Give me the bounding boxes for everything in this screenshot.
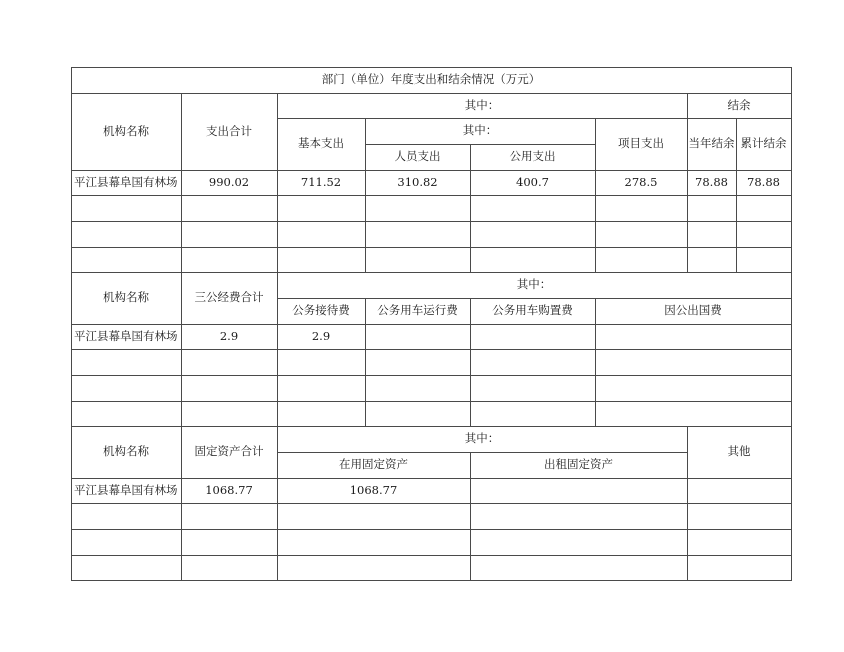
grid-line <box>71 555 792 556</box>
header-of-which: 其中： <box>464 97 500 112</box>
header-public: 公用支出 <box>509 149 556 164</box>
cell-org-name: 平江县幕阜国有林场 <box>74 174 178 189</box>
header-three-public-total: 三公经费合计 <box>194 290 264 305</box>
header-leased: 出租固定资产 <box>544 457 613 472</box>
header-vehicle-operation: 公务用车运行费 <box>377 303 458 318</box>
cell-personnel: 310.82 <box>397 174 438 189</box>
cell-basic: 711.52 <box>300 174 342 189</box>
grid-line <box>71 529 792 530</box>
cell-cumulative-balance: 78.88 <box>747 174 780 189</box>
header-of-which: 其中： <box>464 431 500 446</box>
grid-line <box>71 195 792 196</box>
cell-current-balance: 78.88 <box>695 174 728 189</box>
grid-line <box>71 503 792 504</box>
report-table <box>71 67 791 580</box>
header-org-name: 机构名称 <box>103 123 149 138</box>
header-overseas: 因公出国费 <box>664 303 722 318</box>
header-vehicle-purchase: 公务用车购置费 <box>492 303 573 318</box>
cell-project: 278.5 <box>624 174 658 189</box>
grid-line <box>71 401 792 402</box>
header-reception: 公务接待费 <box>292 303 350 318</box>
grid-line <box>71 247 792 248</box>
cell-reception: 2.9 <box>311 328 331 343</box>
header-balance: 结余 <box>727 97 751 112</box>
cell-org-name: 平江县幕阜国有林场 <box>74 328 178 343</box>
cell-in-use: 1068.77 <box>349 482 398 497</box>
header-in-use: 在用固定资产 <box>339 457 408 472</box>
cell-fixed-assets-total: 1068.77 <box>205 482 253 497</box>
header-expenditure-total: 支出合计 <box>206 123 252 138</box>
header-org-name: 机构名称 <box>103 444 149 459</box>
header-cumulative-balance: 累计结余 <box>740 136 787 151</box>
header-other: 其他 <box>727 444 751 459</box>
grid-line <box>71 375 792 376</box>
report-title: 部门（单位）年度支出和结余情况（万元） <box>321 72 541 87</box>
header-fixed-assets-total: 固定资产合计 <box>194 444 264 459</box>
cell-public: 400.7 <box>516 174 549 189</box>
header-project: 项目支出 <box>618 136 664 151</box>
cell-org-name: 平江县幕阜国有林场 <box>74 482 178 497</box>
grid-line <box>71 221 792 222</box>
header-org-name: 机构名称 <box>103 290 149 305</box>
header-basic-of-which: 其中： <box>462 123 498 138</box>
grid-line <box>71 580 792 581</box>
header-of-which: 其中： <box>516 277 552 292</box>
grid-line <box>71 349 792 350</box>
cell-three-public-total: 2.9 <box>219 328 239 343</box>
cell-expenditure-total: 990.02 <box>208 174 250 189</box>
header-personnel: 人员支出 <box>394 149 441 164</box>
header-basic: 基本支出 <box>298 136 344 151</box>
header-current-balance: 当年结余 <box>688 136 735 151</box>
